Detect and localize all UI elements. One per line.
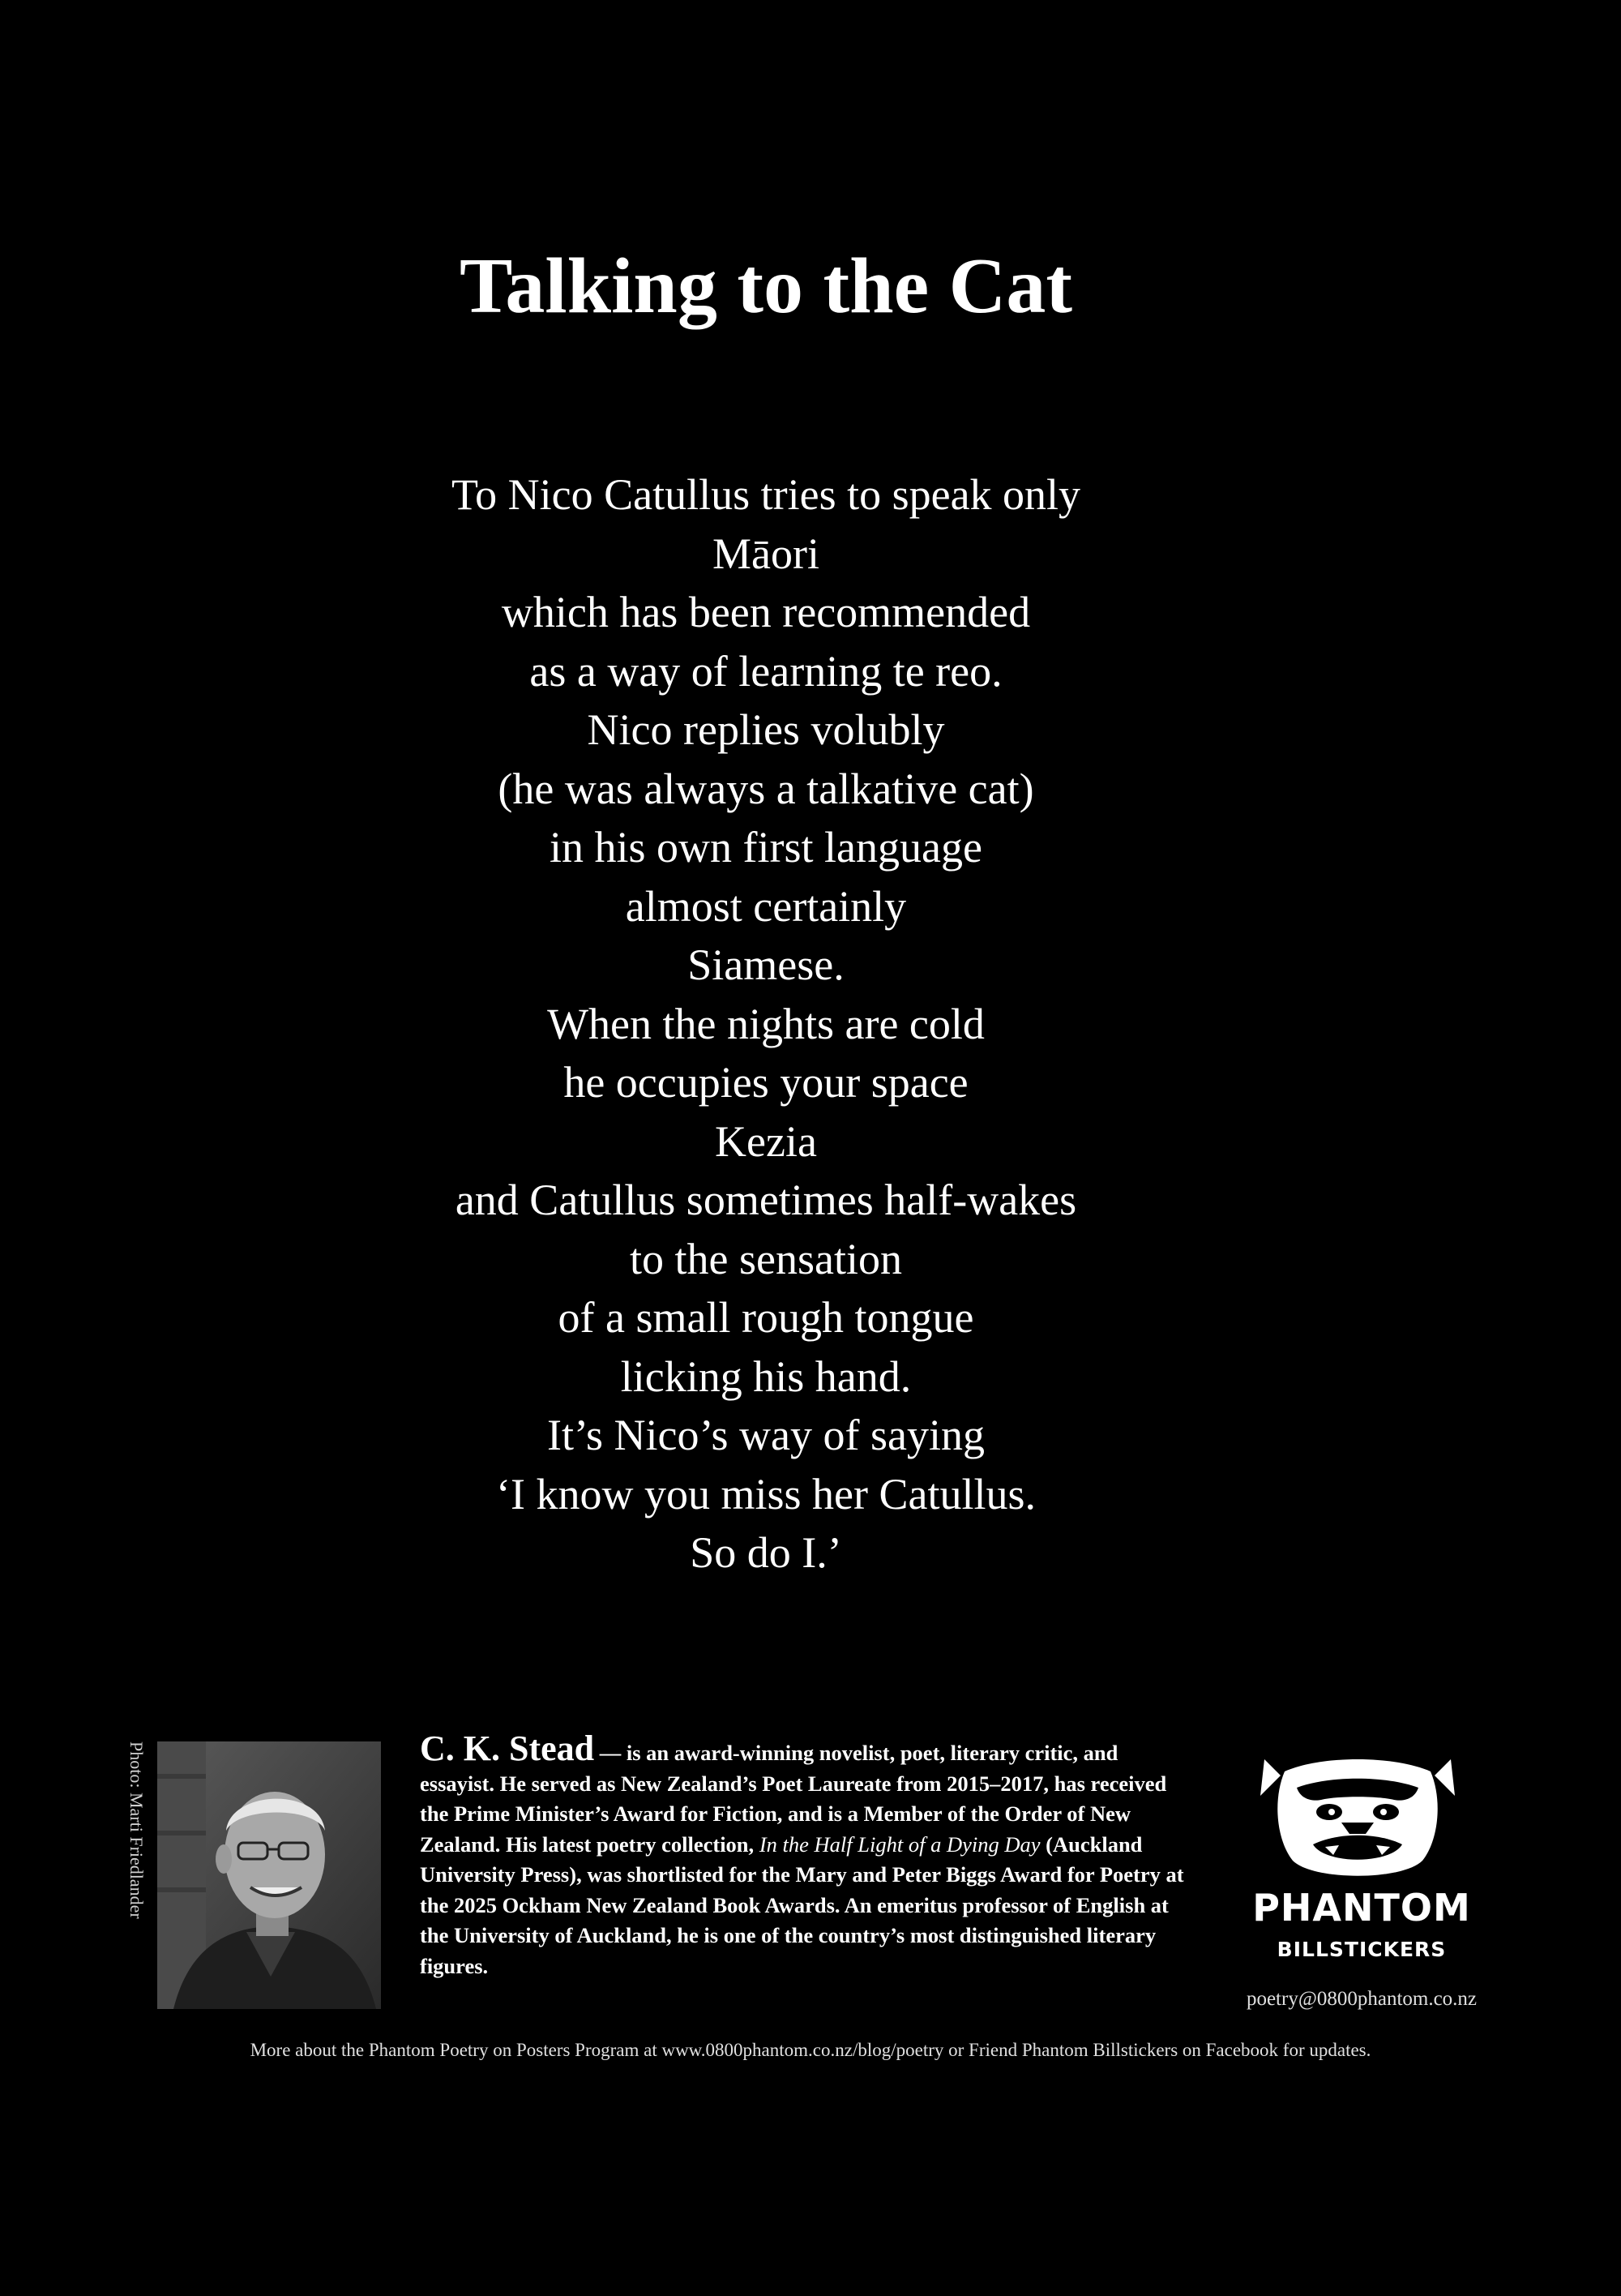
poem-line: So do I.’ [690,1528,842,1577]
poem-line: he occupies your space [563,1058,969,1107]
poem-line: to the sensation [630,1234,902,1283]
poem-line: Kezia [715,1116,817,1166]
author-name: C. K. Stead [420,1728,595,1768]
poem-line: It’s Nico’s way of saying [547,1411,985,1459]
poem-line: which has been recommended [501,588,1031,636]
poem-line: When the nights are cold [547,999,985,1048]
poem-line: in his own first language [550,823,982,872]
photo-credit: Photo: Marti Friedlander [126,1741,147,1919]
poem-line: and Catullus sometimes half-wakes [455,1176,1077,1224]
poem-line: ‘I know you miss her Catullus. [496,1469,1036,1519]
poem-body [0,465,1532,1583]
poem-line: To Nico Catullus tries to speak only [451,470,1081,519]
poem-line: Siamese. [687,940,845,989]
poem-line: Māori [712,529,819,578]
bio-text: — is an award-winning novelist, poet, literary critic, and essayist. He served as New Zealand’s Poet Laureate from 2015–2017, has received the Prime Minister’s Award for Fiction, and is a Member of the Order of New Zealand. His latest poetry collection, [420,1741,1167,1857]
author-bio [420,1728,1190,1981]
bio-text-rest: (Auckland University Press), was shortlisted for the Mary and Peter Biggs Award for Poetry at the 2025 Ockham New Zealand Book Awards. An emeritus professor of English at the University of Auckland, he is one of the country’s most distinguished literary figures. [420,1831,1184,1978]
poem-title: Talking to the Cat [459,242,1072,330]
author-portrait-icon [157,1741,381,2009]
poem-line: licking his hand. [620,1351,912,1401]
brand-subtitle: BILLSTICKERS [1277,1938,1447,1961]
poem-line: (he was always a talkative cat) [498,764,1034,813]
book-title: In the Half Light of a Dying Day [759,1831,1041,1857]
phantom-logo [1248,1751,1467,1962]
poem-line: as a way of learning te reo. [529,646,1003,696]
author-photo [157,1741,381,2009]
bulldog-head-icon [1248,1751,1467,1889]
poem-line: almost certainly [625,881,907,931]
footer-note: More about the Phantom Poetry on Posters Program at www.0800phantom.co.nz/blog/poetry or Friend Phantom Billstickers on Facebook for updates. [250,2040,1371,2060]
brand-name: PHANTOM [1252,1886,1471,1930]
poem-line: Nico replies volubly [587,705,945,754]
poem-line: of a small rough tongue [558,1293,974,1342]
contact-email[interactable]: poetry@0800phantom.co.nz [1246,1988,1478,2010]
